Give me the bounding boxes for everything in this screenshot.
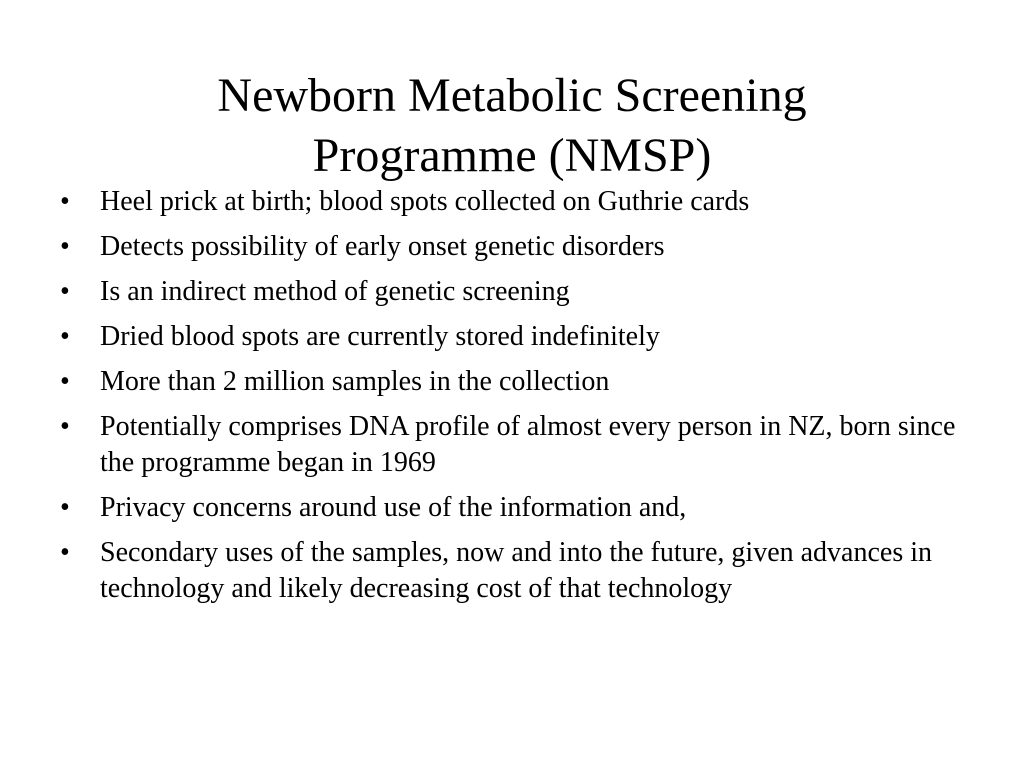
bullet-item (56, 490, 966, 526)
slide-title-line-2: Programme (NMSP) (312, 129, 712, 183)
bullet-text: Privacy concerns around use of the information and, (100, 492, 687, 523)
bullet-item (56, 364, 966, 400)
bullet-icon: • (60, 492, 70, 523)
bullet-icon: • (60, 186, 70, 217)
bullet-text: Detects possibility of early onset genetic disorders (100, 231, 665, 262)
bullet-item (56, 229, 966, 265)
bullet-icon: • (60, 321, 70, 352)
bullet-icon: • (60, 537, 70, 568)
slide-title (0, 66, 1024, 186)
bullet-item (56, 184, 966, 220)
bullet-text: Dried blood spots are currently stored indefinitely (100, 321, 660, 352)
bullet-list (56, 184, 966, 616)
bullet-item (56, 409, 966, 481)
bullet-text: Heel prick at birth; blood spots collected on Guthrie cards (100, 186, 750, 217)
bullet-item (56, 274, 966, 310)
slide-title-line-1: Newborn Metabolic Screening (217, 69, 807, 123)
bullet-icon: • (60, 366, 70, 397)
bullet-text: Is an indirect method of genetic screening (100, 276, 570, 307)
bullet-icon: • (60, 411, 70, 442)
bullet-item (56, 319, 966, 355)
bullet-text: Secondary uses of the samples, now and into the future, given advances in technology and likely decreasing cost of that technology (100, 537, 933, 604)
bullet-item (56, 535, 966, 607)
bullet-text: Potentially comprises DNA profile of almost every person in NZ, born since the programme began in 1969 (100, 411, 956, 478)
bullet-icon: • (60, 276, 70, 307)
bullet-text: More than 2 million samples in the collection (100, 366, 610, 397)
bullet-icon: • (60, 231, 70, 262)
